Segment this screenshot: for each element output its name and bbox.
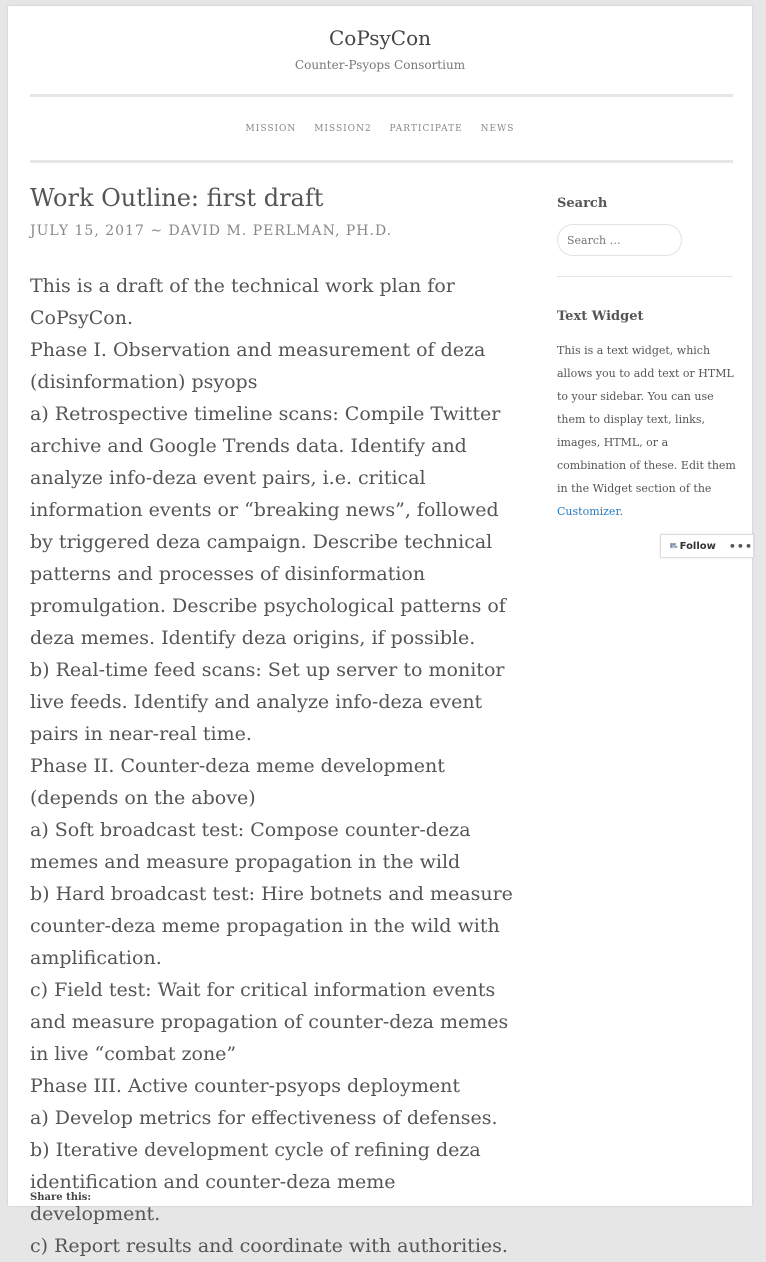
post-title: Work Outline: first draft <box>30 184 324 212</box>
post-paragraph: b) Hard broadcast test: Hire botnets and measure counter-deza meme propagation in the wild with amplification. <box>30 883 513 969</box>
post-author[interactable]: DAVID M. PERLMAN, PH.D. <box>168 223 393 239</box>
post-paragraph: c) Report results and coordinate with authorities. <box>30 1235 508 1257</box>
post-paragraph: b) Real-time feed scans: Set up server to monitor live feeds. Identify and analyze info-deza event pairs in near-real time. <box>30 659 505 745</box>
text-widget-body <box>557 339 737 523</box>
post-paragraph: a) Retrospective timeline scans: Compile Twitter archive and Google Trends data. Identify and analyze info-deza event pairs, i.e. critical information events or “breaking news”, followed by triggered deza campaign. Describe technical patterns and processes of disinformation promulgation. Describe psychological patterns of deza memes. Identify deza origins, if possible. <box>30 403 506 649</box>
meta-separator: ~ <box>150 223 164 239</box>
customizer-link[interactable]: Customizer <box>557 505 620 518</box>
sidebar <box>557 196 736 518</box>
text-widget-period: . <box>619 505 623 518</box>
nav-item-mission[interactable]: MISSION <box>245 124 297 134</box>
post-paragraph: c) Field test: Wait for critical information events and measure propagation of counter-deza memes in live “combat zone” <box>30 979 509 1065</box>
share-heading: Share this: <box>30 1192 92 1203</box>
main-nav <box>8 124 752 134</box>
header-divider <box>30 94 733 97</box>
post-paragraph: a) Develop metrics for effectiveness of defenses. <box>30 1107 498 1129</box>
nav-item-news[interactable]: NEWS <box>480 124 515 134</box>
follow-reader-icon[interactable] <box>670 539 678 553</box>
follow-bar <box>660 534 754 558</box>
post-paragraph: This is a draft of the technical work plan for CoPsyCon. <box>30 275 455 329</box>
nav-divider <box>30 160 733 163</box>
post-paragraph: a) Soft broadcast test: Compose counter-deza memes and measure propagation in the wild <box>30 819 471 873</box>
follow-button[interactable]: Follow <box>679 540 716 552</box>
text-widget-title: Text Widget <box>557 309 644 324</box>
search-widget-title: Search <box>557 196 608 211</box>
site-title[interactable]: CoPsyCon <box>328 26 432 50</box>
post-paragraph: b) Iterative development cycle of refining deza identification and counter-deza meme development. <box>30 1139 481 1225</box>
post-date[interactable]: JULY 15, 2017 <box>30 223 145 239</box>
post-content <box>30 270 525 1262</box>
post-paragraph: Phase III. Active counter-psyops deployment <box>30 1075 460 1097</box>
nav-item-participate[interactable]: PARTICIPATE <box>389 124 463 134</box>
sidebar-divider <box>557 276 733 277</box>
nav-item-mission2[interactable]: MISSION2 <box>314 124 372 134</box>
post-paragraph: Phase II. Counter-deza meme development (depends on the above) <box>30 755 445 809</box>
more-options-icon[interactable]: ••• <box>728 539 753 553</box>
page <box>8 6 752 1257</box>
post-paragraph: Phase I. Observation and measurement of deza (disinformation) psyops <box>30 339 486 393</box>
site-description: Counter-Psyops Consortium <box>294 58 466 72</box>
search-input[interactable] <box>557 224 682 256</box>
post-meta <box>30 223 392 239</box>
text-widget-text: This is a text widget, which allows you to add text or HTML to your sidebar. You can use them to display text, links, images, HTML, or a combination of these. Edit them in the Widget section of the <box>557 344 736 495</box>
